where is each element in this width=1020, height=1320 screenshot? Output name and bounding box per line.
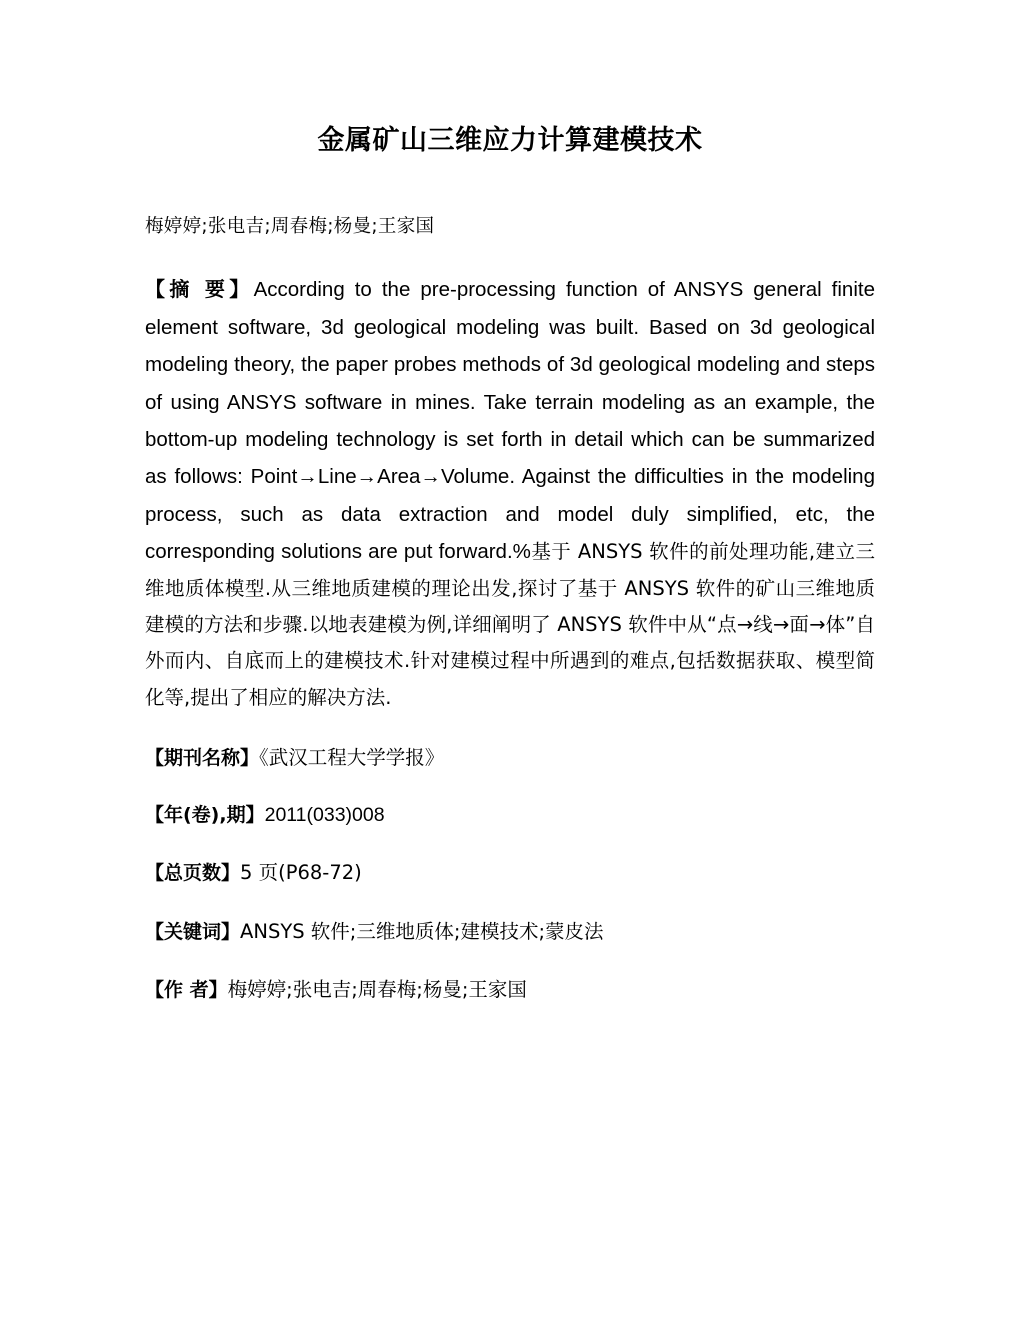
field-year-volume-issue [145, 800, 875, 831]
field-total-pages [145, 857, 875, 889]
field-value: ANSYS 软件;三维地质体;建模技术;蒙皮法 [240, 919, 604, 943]
abstract-label: 【摘 要】 [145, 277, 254, 302]
field-journal-name [145, 742, 875, 774]
abstract-text-english: According to the pre-processing function of ANSYS general finite element software, 3d geological modeling was built. Based on 3d geological modeling theory, the paper probes methods of 3d geological modeling and steps of using ANSYS software in mines. Take terrain modeling as an example, the bottom-up modeling technology is set forth in detail which can be summarized as follows: Point→Line→Area→Volume. Against the difficulties in the modeling process, such as data extraction and model duly simplified, etc, the corresponding solutions are put forward.% [145, 278, 875, 564]
field-value: 《武汉工程大学学报》 [259, 746, 445, 770]
abstract-section [145, 271, 875, 716]
field-value: 5 页(P68-72) [240, 861, 362, 885]
field-label: 【年(卷),期】 [145, 804, 265, 827]
abstract-text-chinese: 基于 ANSYS 软件的前处理功能,建立三维地质体模型.从三维地质建模的理论出发,探讨了基于 ANSYS 软件的矿山三维地质建模的方法和步骤.以地表建模为例,详细阐明了 ANSYS 软件中从“点→线→面→体”自外而内、自底而上的建模技术.针对建模过程中所遇到的难点,包括数据获取、模型简化等,提出了相应的解决方法. [145, 540, 875, 709]
page-title: 金属矿山三维应力计算建模技术 [317, 125, 703, 156]
field-keywords [145, 916, 875, 948]
field-label: 【总页数】 [145, 862, 241, 885]
authors-line: 梅婷婷;张电吉;周春梅;杨曼;王家国 [145, 215, 435, 237]
field-label: 【关键词】 [145, 920, 241, 943]
field-authors [145, 974, 875, 1006]
field-value: 梅婷婷;张电吉;周春梅;杨曼;王家国 [227, 977, 527, 1001]
field-label: 【期刊名称】 [145, 747, 260, 770]
field-value: 2011(033)008 [264, 804, 385, 827]
field-label: 【作 者】 [145, 978, 228, 1001]
